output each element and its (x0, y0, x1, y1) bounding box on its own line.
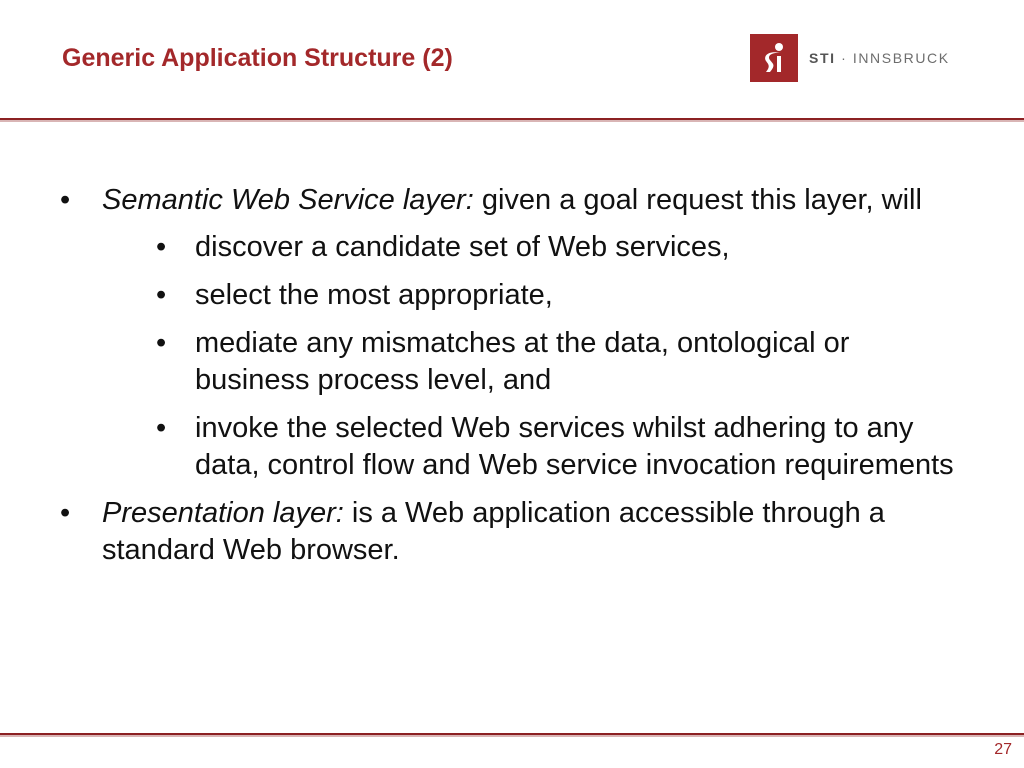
bullet-glyph: • (60, 497, 71, 529)
logo-brand-strong: STI (809, 50, 836, 66)
footer-divider-shadow (0, 735, 1024, 737)
header-divider-shadow (0, 120, 1024, 122)
sub-bullet-discover (146, 229, 958, 266)
sub-bullet-text: mediate any mismatches at the data, ontological or business process level, and (195, 327, 850, 396)
sub-bullet-glyph: • (156, 279, 167, 311)
slide-body (58, 182, 958, 580)
logo-brand-rest: INNSBRUCK (852, 50, 950, 66)
sub-bullet-list (102, 229, 958, 484)
logo-wordmark (809, 50, 950, 66)
logo-brand-separator: · (835, 50, 853, 66)
sub-bullet-glyph: • (156, 412, 167, 444)
bullet-semantic-web-service-layer (58, 182, 958, 484)
sub-bullet-glyph: • (156, 327, 167, 359)
bullet-text: given a goal request this layer, will (473, 184, 922, 216)
slide-title: Generic Application Structure (2) (62, 44, 453, 72)
sub-bullet-text: invoke the selected Web services whilst adhering to any data, control flow and Web service invocation requirements (195, 412, 954, 481)
sti-figure-icon (750, 34, 798, 82)
bullet-glyph: • (60, 184, 71, 216)
sub-bullet-text: discover a candidate set of Web services, (195, 231, 730, 263)
sub-bullet-select (146, 277, 958, 314)
sub-bullet-mediate (146, 325, 958, 399)
page-number: 27 (994, 741, 1012, 758)
bullet-text: is a Web application accessible through a standard Web browser. (102, 497, 885, 566)
sub-bullet-invoke (146, 410, 958, 484)
sub-bullet-glyph: • (156, 231, 167, 263)
bullet-lead: Semantic Web Service layer: (102, 184, 474, 216)
bullet-lead: Presentation layer: (102, 497, 344, 529)
bullet-presentation-layer (58, 495, 958, 569)
sti-logo (750, 34, 950, 82)
sub-bullet-text: select the most appropriate, (195, 279, 553, 311)
